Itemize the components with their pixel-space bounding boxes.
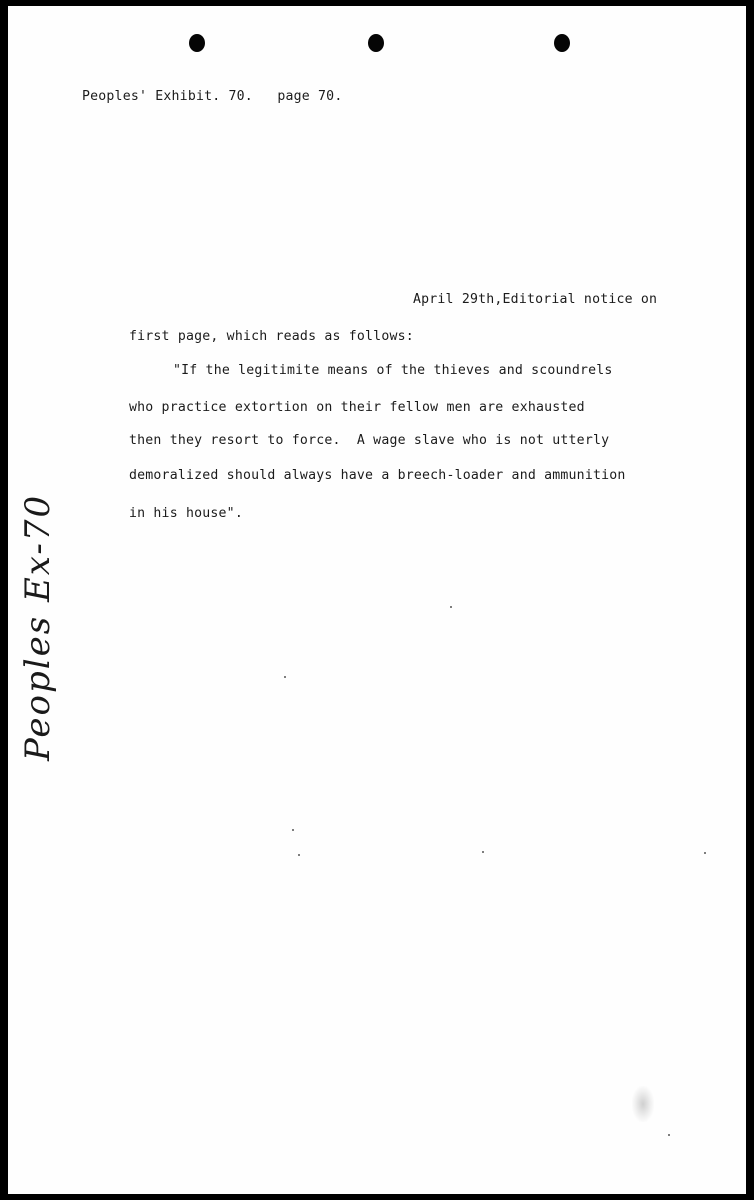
- paper-speck: [704, 852, 706, 854]
- punch-hole-center: [368, 34, 384, 52]
- paper-speck: [284, 676, 286, 678]
- paper-speck: [482, 851, 484, 853]
- body-line: "If the legitimite means of the thieves and scoundrels: [173, 363, 613, 378]
- body-line: April 29th,Editorial notice on: [413, 292, 658, 307]
- punch-hole-right: [554, 34, 570, 52]
- exhibit-header: Peoples' Exhibit. 70. page 70.: [82, 89, 343, 104]
- document-page: [8, 6, 746, 1194]
- body-line: then they resort to force. A wage slave who is not utterly: [129, 433, 610, 448]
- body-line: first page, which reads as follows:: [129, 329, 414, 344]
- paper-speck: [292, 829, 294, 831]
- body-line: demoralized should always have a breech-loader and ammunition: [129, 468, 626, 483]
- paper-smudge: [632, 1086, 654, 1122]
- paper-speck: [668, 1134, 670, 1136]
- paper-speck: [450, 606, 452, 608]
- punch-hole-left: [189, 34, 205, 52]
- body-line: in his house".: [129, 506, 243, 521]
- handwritten-margin-note: Peoples Ex-70: [18, 493, 58, 761]
- body-line: who practice extortion on their fellow men are exhausted: [129, 400, 585, 415]
- paper-speck: [298, 854, 300, 856]
